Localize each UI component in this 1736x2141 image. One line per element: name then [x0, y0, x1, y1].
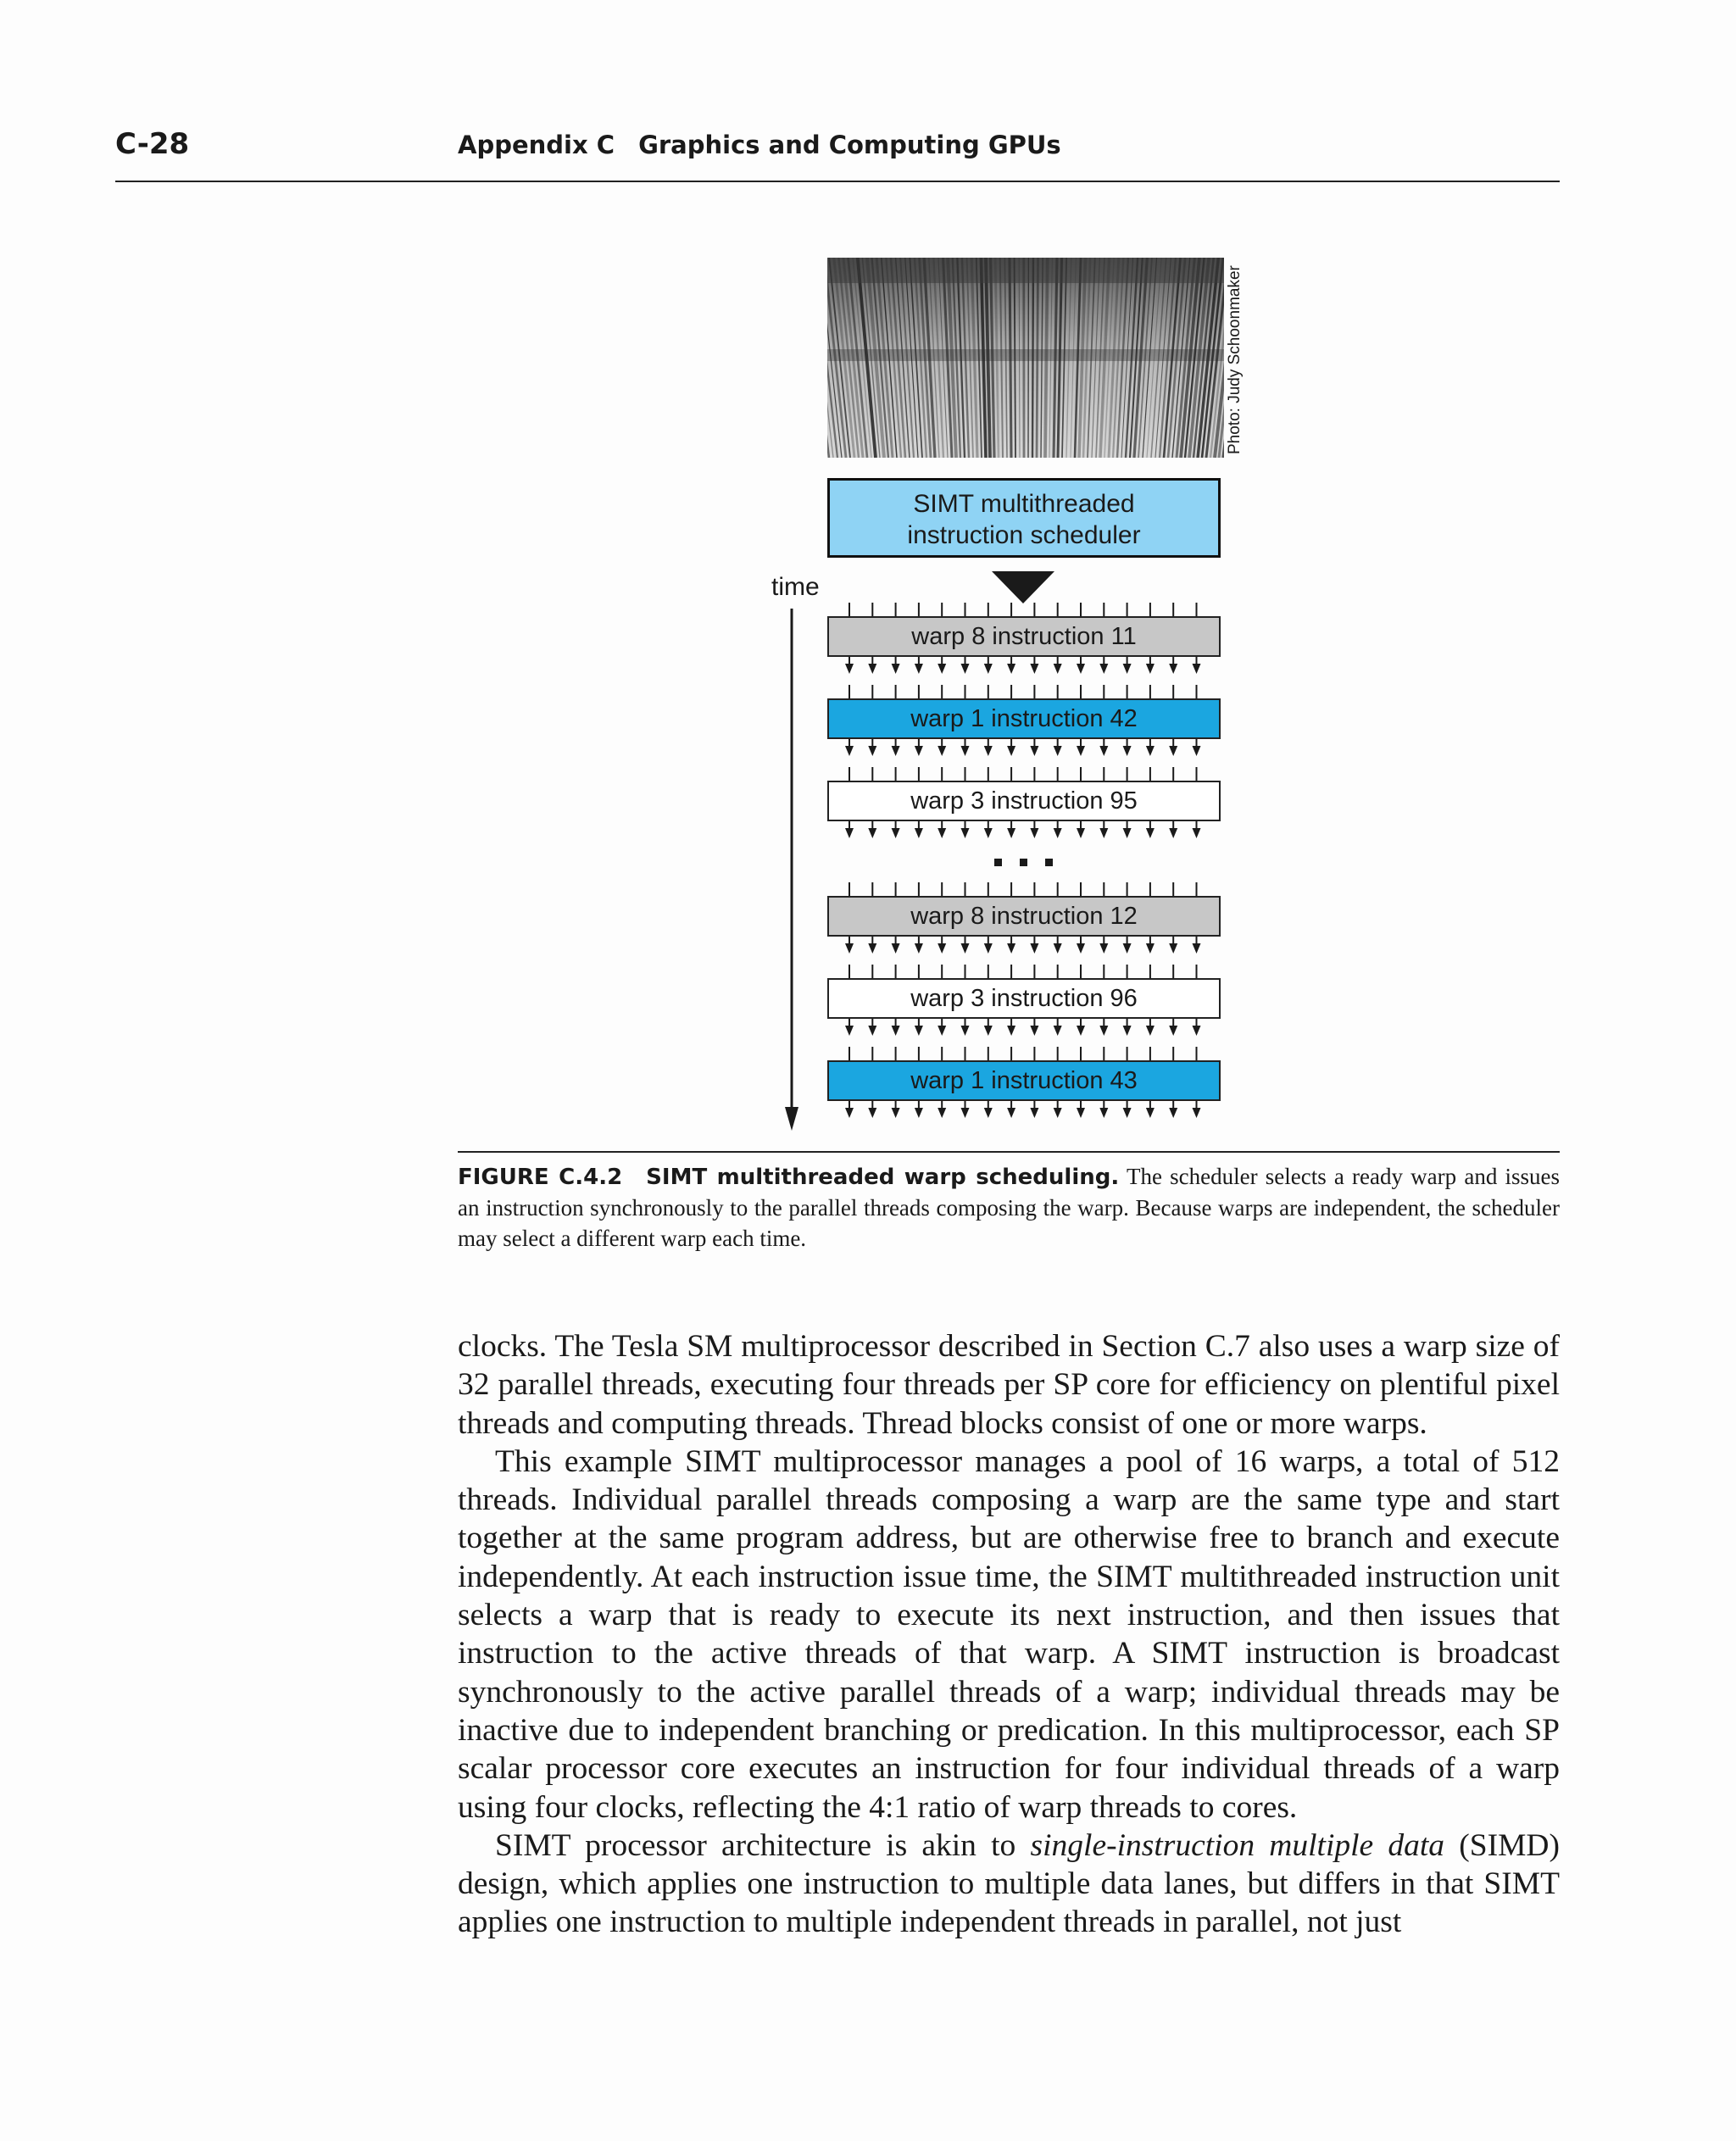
- thread-arrowhead: [1099, 1026, 1108, 1036]
- thread-arrowhead: [1193, 664, 1201, 674]
- thread-arrowhead: [1077, 828, 1085, 838]
- thread-arrowhead: [961, 1108, 970, 1118]
- warp-instruction-box: warp 1 instruction 43: [827, 1060, 1221, 1101]
- thread-arrowhead: [892, 1108, 900, 1118]
- thread-arrowhead: [1030, 1026, 1038, 1036]
- thread-arrowhead: [845, 1108, 854, 1118]
- thread-arrowhead: [1099, 1108, 1108, 1118]
- thread-arrowhead: [915, 664, 923, 674]
- thread-arrowhead: [1193, 943, 1201, 954]
- thread-arrowhead: [1123, 1026, 1132, 1036]
- thread-arrowhead: [1193, 746, 1201, 756]
- thread-arrowhead: [984, 828, 993, 838]
- thread-arrowhead: [845, 664, 854, 674]
- thread-arrowhead: [892, 664, 900, 674]
- thread-arrowhead: [1054, 746, 1062, 756]
- thread-arrowhead: [984, 746, 993, 756]
- appendix-label: Appendix C: [458, 131, 615, 159]
- simt-scheduler-box: SIMT multithreaded instruction scheduler: [827, 478, 1221, 558]
- thread-arrowhead: [1099, 943, 1108, 954]
- thread-arrowhead: [984, 1108, 993, 1118]
- thread-arrowhead: [1054, 828, 1062, 838]
- thread-arrowhead: [1030, 1108, 1038, 1118]
- warp-instruction-box: warp 8 instruction 11: [827, 616, 1221, 657]
- caption-text: The scheduler selects a ready warp and issues an instruction synchronously to the parallel threads composing the warp. Because warps are independent, the scheduler may select a different warp each time.: [458, 1164, 1560, 1251]
- thread-arrowhead: [868, 746, 876, 756]
- thread-arrowhead: [1193, 1026, 1201, 1036]
- thread-arrowhead: [868, 828, 876, 838]
- caption-rule: [458, 1151, 1560, 1153]
- page-number: C-28: [115, 127, 190, 161]
- ellipsis-dot: [1045, 859, 1053, 866]
- thread-arrowhead: [892, 828, 900, 838]
- warp-instruction-box: warp 3 instruction 95: [827, 781, 1221, 821]
- thread-arrowhead: [1077, 943, 1085, 954]
- figure-label: FIGURE C.4.2: [458, 1165, 623, 1190]
- thread-arrowhead: [1054, 1108, 1062, 1118]
- thread-arrowhead: [868, 943, 876, 954]
- time-axis-arrowhead: [785, 1107, 798, 1131]
- thread-arrowhead: [938, 1026, 946, 1036]
- thread-arrowhead: [938, 828, 946, 838]
- thread-arrowhead: [961, 1026, 970, 1036]
- thread-arrowhead: [892, 1026, 900, 1036]
- thread-arrowhead: [1146, 828, 1155, 838]
- thread-arrowhead: [1146, 664, 1155, 674]
- thread-arrowhead: [1007, 828, 1015, 838]
- thread-arrowhead: [938, 746, 946, 756]
- thread-arrowhead: [1193, 1108, 1201, 1118]
- thread-arrowhead: [1007, 1108, 1015, 1118]
- thread-arrowhead: [1099, 664, 1108, 674]
- thread-arrowhead: [1169, 943, 1177, 954]
- chapter-title: Graphics and Computing GPUs: [638, 131, 1061, 159]
- thread-arrowhead: [984, 664, 993, 674]
- thread-arrowhead: [1123, 1108, 1132, 1118]
- warp-instruction-box: warp 3 instruction 96: [827, 978, 1221, 1019]
- emphasis-term: single-instruction multiple data: [1030, 1827, 1445, 1863]
- thread-arrowhead: [1169, 1108, 1177, 1118]
- thread-arrowhead: [1169, 664, 1177, 674]
- time-axis-label: time: [771, 573, 820, 601]
- thread-arrowhead: [1054, 664, 1062, 674]
- thread-arrowhead: [1007, 746, 1015, 756]
- thread-arrowhead: [915, 943, 923, 954]
- thread-arrowhead: [1146, 943, 1155, 954]
- thread-arrowhead: [1123, 828, 1132, 838]
- thread-arrowhead: [1007, 943, 1015, 954]
- thread-arrowhead: [984, 943, 993, 954]
- paragraph: clocks. The Tesla SM multiprocessor described in Section C.7 also uses a warp size of 32 parallel threads, executing four threads per SP core for efficiency on plentiful pixel threads and computing threads. Thread blocks consist of one or more warps.: [458, 1329, 1560, 1441]
- thread-arrowhead: [892, 943, 900, 954]
- thread-arrowhead: [961, 828, 970, 838]
- thread-arrowhead: [1077, 664, 1085, 674]
- thread-arrowhead: [938, 943, 946, 954]
- ellipsis-dot: [1020, 859, 1027, 866]
- body-text: [458, 1327, 1560, 1942]
- thread-arrowhead: [938, 664, 946, 674]
- scheduler-down-arrow: [992, 571, 1054, 603]
- thread-arrowhead: [1030, 664, 1038, 674]
- thread-arrowhead: [915, 1108, 923, 1118]
- ellipsis-dot: [994, 859, 1002, 866]
- thread-arrowhead: [1077, 746, 1085, 756]
- thread-arrowhead: [961, 664, 970, 674]
- thread-arrowhead: [1123, 943, 1132, 954]
- thread-arrowhead: [845, 746, 854, 756]
- thread-arrowhead: [961, 746, 970, 756]
- thread-arrowhead: [938, 1108, 946, 1118]
- thread-arrowhead: [845, 1026, 854, 1036]
- thread-arrowhead: [1030, 943, 1038, 954]
- warp-instruction-box: warp 8 instruction 12: [827, 896, 1221, 937]
- thread-arrowhead: [1193, 828, 1201, 838]
- thread-arrowhead: [915, 746, 923, 756]
- thread-arrowhead: [1146, 746, 1155, 756]
- thread-arrowhead: [915, 1026, 923, 1036]
- thread-arrowhead: [915, 828, 923, 838]
- thread-arrowhead: [845, 828, 854, 838]
- thread-arrowhead: [1054, 943, 1062, 954]
- thread-arrowhead: [1030, 828, 1038, 838]
- thread-arrowhead: [1099, 746, 1108, 756]
- thread-arrowhead: [1123, 664, 1132, 674]
- thread-arrowhead: [1169, 746, 1177, 756]
- thread-arrowhead: [1099, 828, 1108, 838]
- figure-caption: [458, 1161, 1560, 1254]
- thread-arrowhead: [1054, 1026, 1062, 1036]
- thread-arrowhead: [1077, 1108, 1085, 1118]
- thread-arrowhead: [868, 664, 876, 674]
- paragraph: SIMT processor architecture is akin to single-instruction multiple data (SIMD) design, which applies one instruction to multiple data lanes, but differs in that SIMT applies one instruction to multiple independent threads in parallel, not just: [458, 1827, 1561, 1940]
- thread-arrowhead: [1169, 1026, 1177, 1036]
- thread-arrowhead: [1077, 1026, 1085, 1036]
- thread-arrowhead: [868, 1026, 876, 1036]
- thread-arrowhead: [1007, 1026, 1015, 1036]
- thread-arrowhead: [868, 1108, 876, 1118]
- figure-title: SIMT multithreaded warp scheduling.: [646, 1165, 1120, 1190]
- thread-arrowhead: [1007, 664, 1015, 674]
- thread-arrowhead: [1123, 746, 1132, 756]
- thread-arrowhead: [1146, 1026, 1155, 1036]
- photo-credit: Photo: Judy Schoonmaker: [1226, 265, 1244, 454]
- thread-arrowhead: [1169, 828, 1177, 838]
- thread-arrowhead: [845, 943, 854, 954]
- thread-arrowhead: [1146, 1108, 1155, 1118]
- thread-arrowhead: [892, 746, 900, 756]
- paragraph: This example SIMT multiprocessor manages a pool of 16 warps, a total of 512 threads. Individual parallel threads composing a warp are the same type and start together at the same program address, but are otherwise free to branch and execute independently. At each instruction issue time, the SIMT multithreaded instruction unit selects a warp that is ready to execute its next instruction, and then issues that instruction to the active threads of that warp. A SIMT instruction is broadcast synchronously to the active parallel threads of a warp; individual threads may be inactive due to independent branching or predication. In this multiprocessor, each SP scalar processor core executes an instruction for four individual threads of a warp using four clocks, reflecting the 4:1 ratio of warp threads to cores.: [458, 1443, 1560, 1825]
- warp-instruction-box: warp 1 instruction 42: [827, 698, 1221, 739]
- thread-arrowhead: [984, 1026, 993, 1036]
- thread-arrowhead: [961, 943, 970, 954]
- thread-arrowhead: [1030, 746, 1038, 756]
